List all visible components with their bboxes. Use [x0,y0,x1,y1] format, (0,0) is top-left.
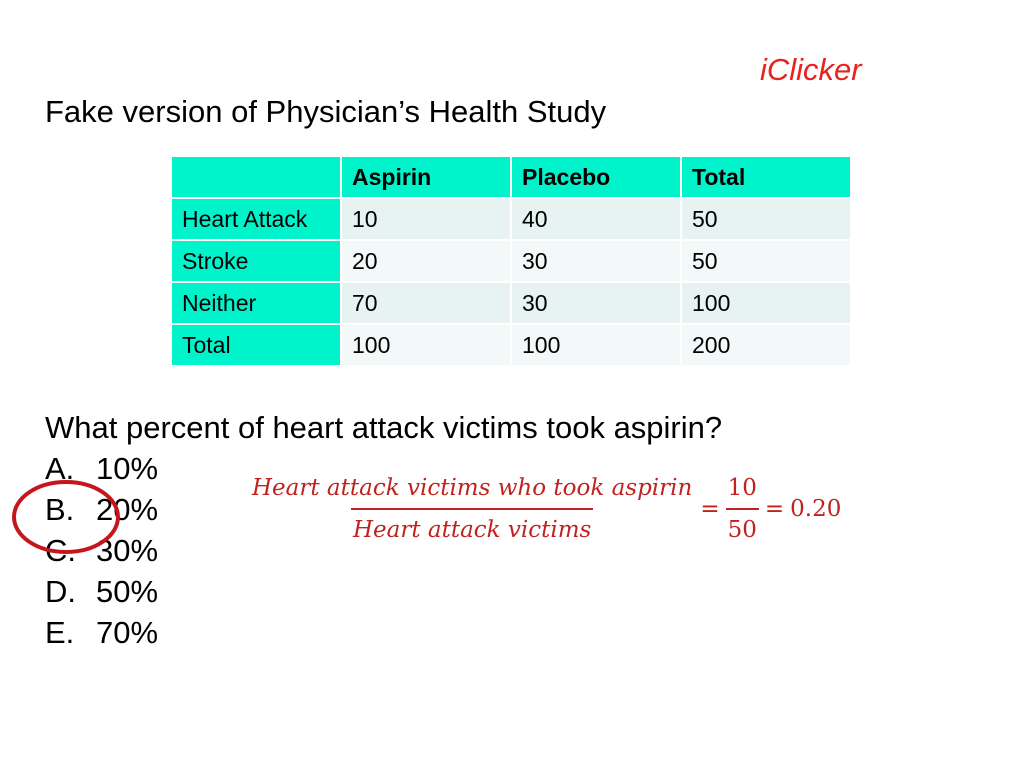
table-header-total: Total [681,156,851,198]
formula-result: 0.20 [790,496,842,522]
formula-numerator: Heart attack victims who took aspirin [252,475,693,501]
option-text: 50% [96,574,159,609]
option-text: 30% [96,533,159,568]
table-header-row [171,156,851,198]
table-cell: 50 [681,240,851,282]
table-cell: 100 [511,324,681,366]
equals-sign: = [764,496,785,522]
option-letter: A. [45,451,75,486]
table-row [171,324,851,366]
formula-fraction-words [250,474,694,544]
option-text: 70% [96,615,159,650]
answer-circle-mark [11,478,121,556]
formula [250,474,841,544]
option-text: 10% [96,451,159,486]
table-header-corner [171,156,341,198]
row-label-total: Total [171,324,341,366]
table-header-placebo: Placebo [511,156,681,198]
data-table [170,155,852,367]
table-cell: 30 [511,240,681,282]
iclicker-tag: iClicker [760,52,862,87]
formula-denominator: Heart attack victims [351,508,593,544]
table-cell: 30 [511,282,681,324]
option-d [45,574,158,615]
row-label-neither: Neither [171,282,341,324]
option-letter: E. [45,615,75,650]
table-cell: 100 [681,282,851,324]
option-letter: B. [45,492,75,527]
formula-value-denominator: 50 [726,508,759,544]
option-letter: D. [45,574,76,609]
table-cell: 50 [681,198,851,240]
option-text: 20% [96,492,159,527]
table-cell: 100 [341,324,511,366]
formula-fraction-numbers [726,474,759,544]
table-cell: 200 [681,324,851,366]
table-header-aspirin: Aspirin [341,156,511,198]
table-row [171,198,851,240]
slide-title: Fake version of Physician’s Health Study [45,94,607,129]
option-letter: C. [45,533,76,568]
option-e [45,615,158,656]
question-text: What percent of heart attack victims took aspirin? [45,410,723,445]
table-cell: 20 [341,240,511,282]
table-cell: 10 [341,198,511,240]
equals-sign: = [700,496,720,522]
row-label-heart-attack: Heart Attack [171,198,341,240]
row-label-stroke: Stroke [171,240,341,282]
formula-value-numerator: 10 [727,475,757,501]
table-row [171,240,851,282]
table-row [171,282,851,324]
table-cell: 40 [511,198,681,240]
table-cell: 70 [341,282,511,324]
